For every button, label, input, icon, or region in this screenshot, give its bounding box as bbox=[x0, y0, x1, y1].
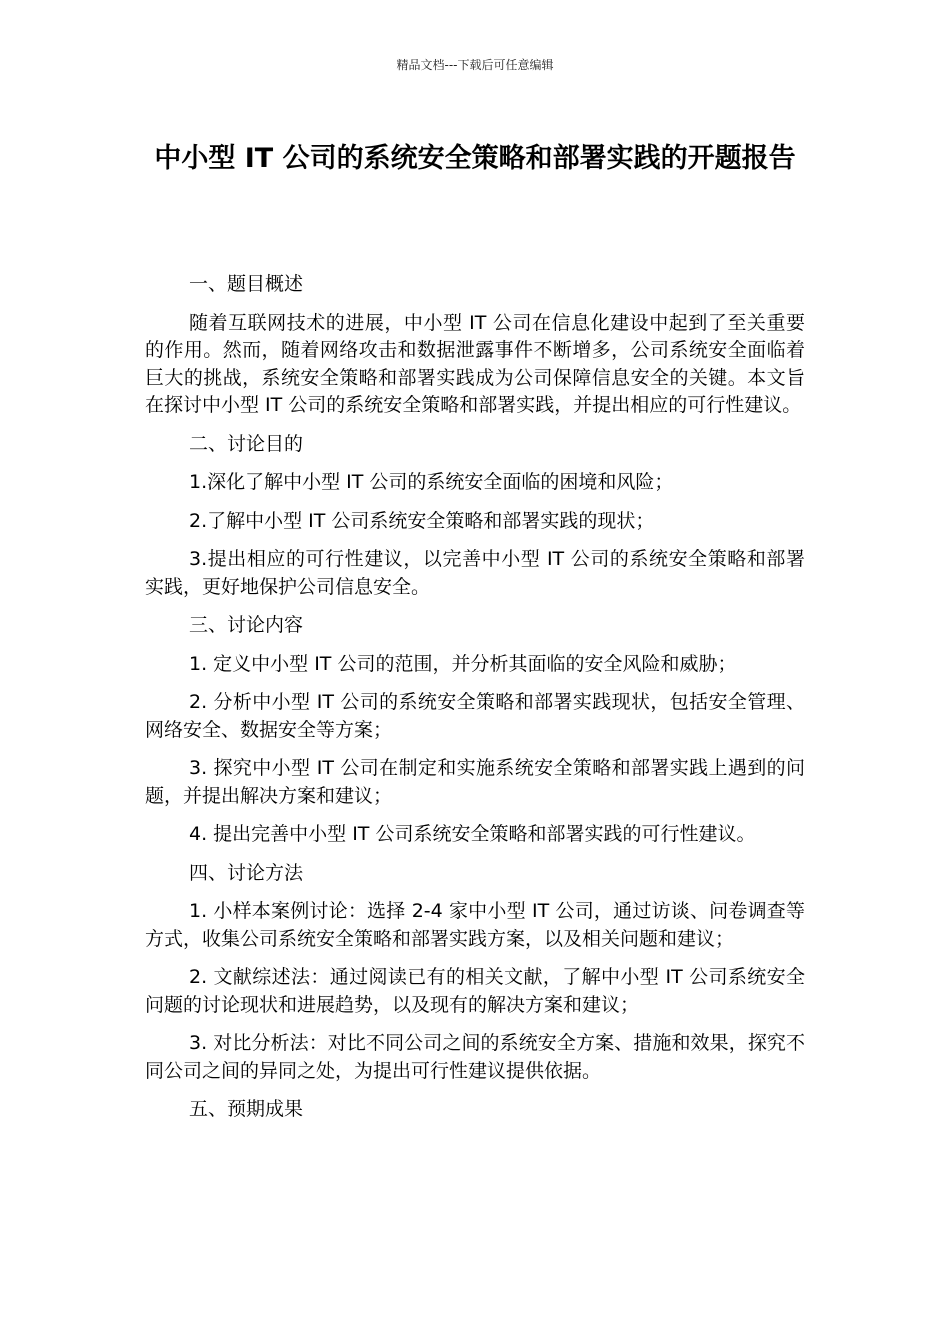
section-heading-content: 三、讨论内容 bbox=[189, 614, 304, 636]
section-heading-purpose: 二、讨论目的 bbox=[189, 432, 304, 455]
document-title: 中小型 IT 公司的系统安全策略和部署实践的开题报告 bbox=[154, 143, 796, 174]
list-item-content-3: 3. 探究中小型 IT 公司在制定和实施系统安全策略和部署实践上遇到的问题，并提出解决方案和建议； bbox=[145, 757, 805, 807]
list-item-content-2: 2. 分析中小型 IT 公司的系统安全策略和部署实践现状，包括安全管理、网络安全、数据安全等方案； bbox=[145, 691, 805, 741]
list-item-method-3: 3. 对比分析法：对比不同公司之间的系统安全方案、措施和效果，探究不同公司之间的异同之处，为提出可行性建议提供依据。 bbox=[145, 1032, 805, 1082]
list-item-method-2: 2. 文献综述法：通过阅读已有的相关文献，了解中小型 IT 公司系统安全问题的讨论现状和进展趋势，以及现有的解决方案和建议； bbox=[145, 966, 805, 1016]
list-item-purpose-3: 3.提出相应的可行性建议，以完善中小型 IT 公司的系统安全策略和部署实践，更好地保护公司信息安全。 bbox=[145, 548, 805, 598]
list-item-purpose-1: 1.深化了解中小型 IT 公司的系统安全面临的困境和风险； bbox=[189, 471, 674, 493]
list-item-content-4: 4. 提出完善中小型 IT 公司系统安全策略和部署实践的可行性建议。 bbox=[189, 823, 756, 845]
section-heading-method: 四、讨论方法 bbox=[189, 861, 304, 884]
document-body bbox=[145, 271, 805, 1135]
list-item-purpose-2: 2.了解中小型 IT 公司系统安全策略和部署实践的现状； bbox=[189, 509, 655, 532]
list-item-content-1: 1. 定义中小型 IT 公司的范围，并分析其面临的安全风险和威胁； bbox=[189, 652, 737, 675]
section-heading-results: 五、预期成果 bbox=[189, 1098, 304, 1120]
section-heading-overview: 一、题目概述 bbox=[189, 273, 304, 295]
page-header-watermark: 精品文档---下载后可任意编辑 bbox=[396, 58, 554, 72]
paragraph-overview: 随着互联网技术的进展，中小型 IT 公司在信息化建设中起到了至关重要的作用。然而，随着网络攻击和数据泄露事件不断增多，公司系统安全面临着巨大的挑战，系统安全策略和部署实践成为公司保障信息安全的关键。本文旨在探讨中小型 IT 公司的系统安全策略和部署实践，并提出相应的可行性建议。 bbox=[145, 311, 805, 416]
list-item-method-1: 1. 小样本案例讨论：选择 2-4 家中小型 IT 公司，通过访谈、问卷调查等方式，收集公司系统安全策略和部署实践方案，以及相关问题和建议； bbox=[145, 900, 805, 950]
